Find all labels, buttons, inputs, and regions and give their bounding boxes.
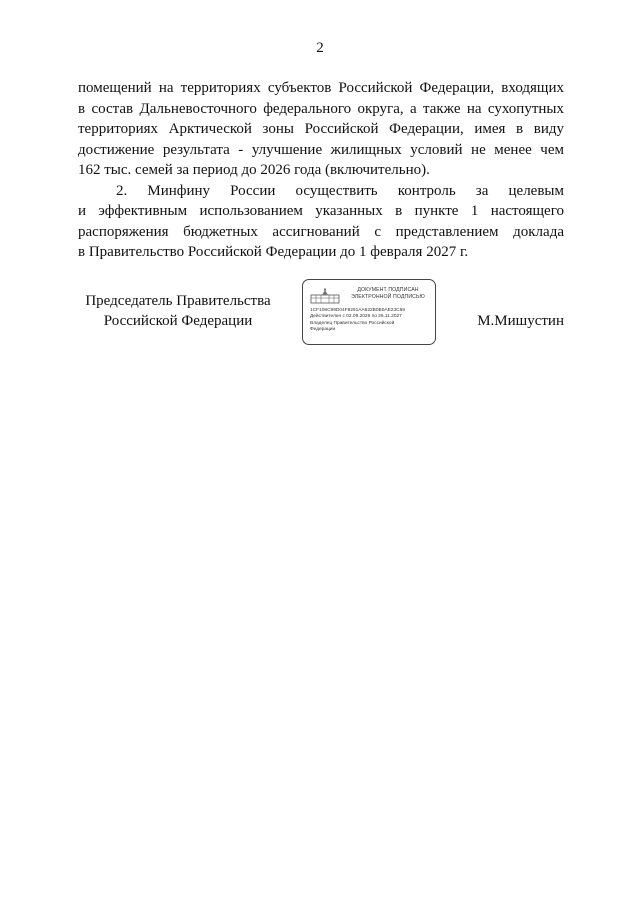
text-line: 2. Минфину России осуществить контроль за целевым	[116, 182, 564, 199]
coat-of-arms-icon	[310, 288, 340, 304]
text-line: и эффективным использованием указанных в пункте 1 настоящего	[78, 203, 564, 219]
stamp-header-line: ЭЛЕКТРОННОЙ ПОДПИСЬЮ	[351, 293, 425, 300]
text-line: в Правительство Российской Федерации до 1 февраля 2027 г.	[78, 244, 469, 260]
text-line: распоряжения бюджетных ассигнований с представлением доклада	[78, 223, 564, 240]
page-number: 2	[316, 40, 324, 56]
text-line: 162 тыс. семей за период до 2026 года (включительно).	[78, 162, 430, 178]
paragraph-1	[78, 78, 564, 181]
document-body	[78, 78, 564, 263]
stamp-owner: Владелец Правительство Российской	[310, 320, 395, 326]
signatory-title-line: Председатель Правительства	[85, 293, 271, 309]
stamp-owner: Федерации	[310, 326, 336, 332]
stamp-validity: Действителен с 02.09.2026 по 26.11.2027	[310, 314, 402, 320]
stamp-certificate: 1CF108C99D04F8291AA822B0B0AE23C59	[310, 308, 405, 313]
stamp-header-line: ДОКУМЕНТ ПОДПИСАН	[357, 287, 419, 293]
text-line: помещений на территориях субъектов Российской Федерации, входящих	[78, 80, 564, 96]
signatory-name: М.Мишустин	[477, 313, 564, 329]
text-line: территориях Арктической зоны Российской Федерации, имея в виду	[78, 121, 564, 137]
text-line: достижение результата - улучшение жилищных условий не менее чем	[78, 141, 564, 158]
stamp-details	[310, 308, 434, 333]
stamp-header	[343, 287, 433, 300]
text-line: в состав Дальневосточного федерального округа, а также на сухопутных	[78, 100, 564, 117]
signatory-title	[78, 291, 278, 331]
paragraph-2	[78, 181, 564, 263]
electronic-signature-stamp	[302, 279, 436, 345]
signatory-title-line: Российской Федерации	[103, 313, 253, 329]
